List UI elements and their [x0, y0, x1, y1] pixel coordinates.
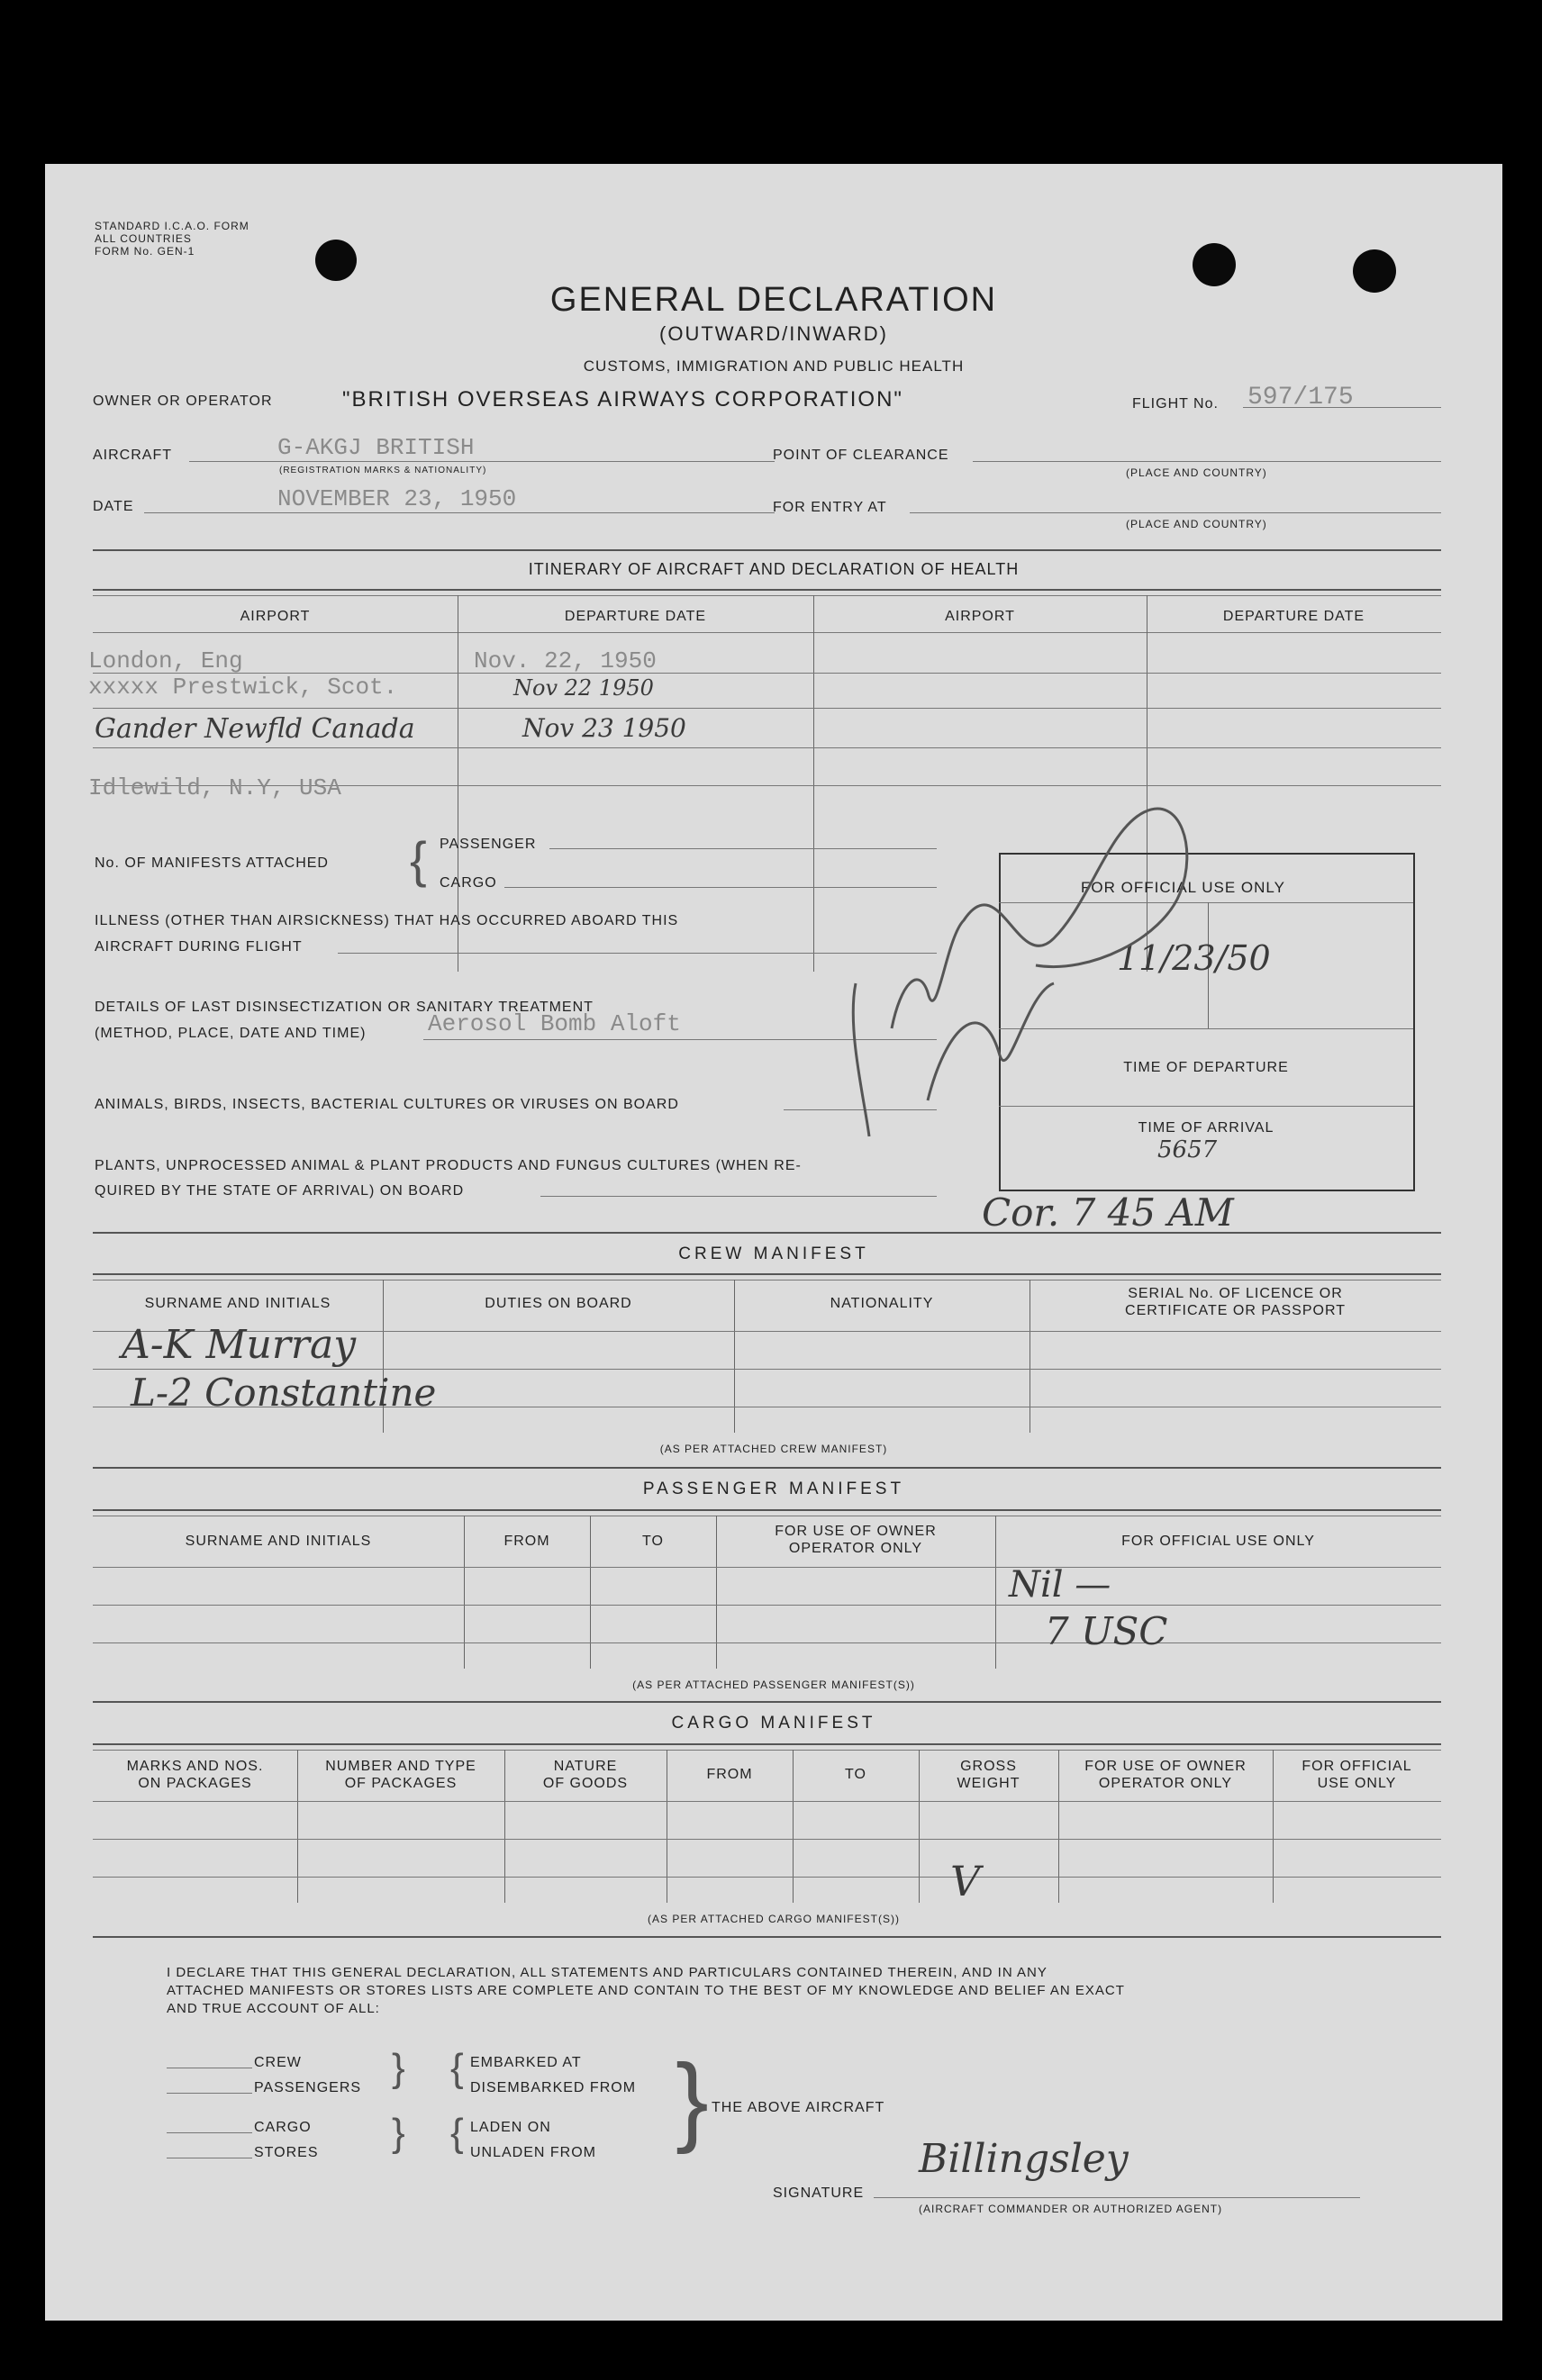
itinerary-row1-date: Nov. 22, 1950: [474, 647, 657, 674]
passenger-col-to: TO: [642, 1534, 664, 1549]
cargo-hand-mark: V: [950, 1857, 981, 1905]
flight-number-label: FLIGHT No.: [1132, 396, 1219, 412]
footer-embarked: EMBARKED AT: [470, 2055, 582, 2070]
cargo-col-weight-1: GROSS: [960, 1759, 1017, 1774]
official-note: Cor. 7 45 AM: [982, 1190, 1234, 1235]
point-of-clearance-label: POINT OF CLEARANCE: [773, 448, 949, 463]
passenger-caption: (AS PER ATTACHED PASSENGER MANIFEST(S)): [632, 1679, 915, 1691]
disinsection-label-1: DETAILS OF LAST DISINSECTIZATION OR SANITARY TREATMENT: [95, 1000, 594, 1015]
official-date-mark: 11/23/50: [1117, 938, 1271, 978]
cargo-col-marks-1: MARKS AND NOS.: [126, 1759, 264, 1774]
cargo-col-nature-2: OF GOODS: [542, 1776, 629, 1791]
passenger-hand-2: 7 USC: [1045, 1609, 1168, 1653]
itinerary-row1-airport: London, Eng: [88, 647, 243, 674]
flight-number-value: 597/175: [1247, 384, 1354, 412]
form-standard-line1: STANDARD I.C.A.O. FORM: [95, 220, 249, 232]
footer-cargo: CARGO: [254, 2120, 312, 2135]
cargo-col-marks-2: ON PACKAGES: [138, 1776, 252, 1791]
col-airport: AIRPORT: [240, 609, 311, 624]
brace: }: [392, 2046, 405, 2090]
crew-col-duties: DUTIES ON BOARD: [485, 1296, 632, 1311]
plants-label-1: PLANTS, UNPROCESSED ANIMAL & PLANT PRODUCTS AND FUNGUS CULTURES (WHEN RE-: [95, 1158, 802, 1173]
passenger-hand-1: Nil —: [1009, 1564, 1111, 1606]
signature-value: Billingsley: [919, 2136, 1129, 2182]
col-departure-date-2: DEPARTURE DATE: [1222, 609, 1365, 624]
punch-hole: [1193, 243, 1236, 286]
aircraft-value: G-AKGJ BRITISH: [277, 434, 475, 461]
passenger-col-from: FROM: [503, 1534, 550, 1549]
place-country-caption-2: (PLACE AND COUNTRY): [1126, 518, 1267, 530]
footer-unladen: UNLADEN FROM: [470, 2145, 597, 2160]
form-title: GENERAL DECLARATION: [549, 281, 998, 319]
disinsection-value: Aerosol Bomb Aloft: [428, 1010, 681, 1037]
crew-caption: (AS PER ATTACHED CREW MANIFEST): [659, 1443, 888, 1455]
illness-label-2: AIRCRAFT DURING FLIGHT: [95, 939, 303, 955]
footer-above-aircraft: THE ABOVE AIRCRAFT: [712, 2100, 885, 2115]
manifests-attached-label: No. OF MANIFESTS ATTACHED: [95, 855, 329, 871]
crew-col-serial-2: CERTIFICATE OR PASSPORT: [1125, 1303, 1346, 1318]
brace: {: [450, 2046, 464, 2090]
cargo-col-official-1: FOR OFFICIAL: [1302, 1759, 1412, 1774]
crew-hand-1: A-K Murray: [122, 1322, 357, 1368]
crew-col-serial-1: SERIAL No. OF LICENCE OR: [1128, 1286, 1343, 1301]
form-subtitle-2: CUSTOMS, IMMIGRATION AND PUBLIC HEALTH: [583, 357, 965, 375]
crew-col-nationality: NATIONALITY: [830, 1296, 934, 1311]
passenger-col-owner-1: FOR USE OF OWNER: [775, 1524, 937, 1539]
itinerary-row2-airport: xxxxx Prestwick, Scot.: [88, 674, 398, 701]
cargo-col-owner-1: FOR USE OF OWNER: [1084, 1759, 1247, 1774]
owner-label: OWNER OR OPERATOR: [93, 394, 273, 409]
aircraft-label: AIRCRAFT: [93, 448, 172, 463]
time-of-arrival-label: TIME OF ARRIVAL: [1138, 1120, 1274, 1136]
passenger-col-surname: SURNAME AND INITIALS: [185, 1534, 372, 1549]
entry-at-label: FOR ENTRY AT: [773, 500, 887, 515]
cargo-col-weight-2: WEIGHT: [957, 1776, 1020, 1791]
itinerary-row3-airport: Gander Newfld Canada: [95, 713, 415, 745]
cargo-col-number-2: OF PACKAGES: [344, 1776, 458, 1791]
place-country-caption: (PLACE AND COUNTRY): [1126, 466, 1267, 479]
registration-caption: (REGISTRATION MARKS & NATIONALITY): [279, 466, 487, 475]
itinerary-row2-date: Nov 22 1950: [513, 675, 654, 701]
footer-laden: LADEN ON: [470, 2120, 551, 2135]
cargo-col-number-1: NUMBER AND TYPE: [325, 1759, 476, 1774]
animals-label: ANIMALS, BIRDS, INSECTS, BACTERIAL CULTURES OR VIRUSES ON BOARD: [95, 1097, 679, 1112]
declaration-form: [45, 164, 1502, 2321]
declaration-line-2: ATTACHED MANIFESTS OR STORES LISTS ARE COMPLETE AND CONTAIN TO THE BEST OF MY KNOWLEDGE AND BELIEF AN EXACT: [167, 1983, 1125, 1998]
crew-col-surname: SURNAME AND INITIALS: [144, 1296, 331, 1311]
official-use-heading: FOR OFFICIAL USE ONLY: [1081, 879, 1285, 896]
official-scribble: [820, 758, 1288, 1154]
crew-hand-2: L-2 Constantine: [131, 1371, 437, 1415]
passenger-col-owner-2: OPERATOR ONLY: [788, 1541, 923, 1556]
cargo-col-official-2: USE ONLY: [1317, 1776, 1397, 1791]
form-standard-line2: ALL COUNTRIES: [95, 232, 192, 245]
brace: {: [450, 2111, 464, 2155]
brace: }: [392, 2111, 405, 2155]
cargo-col-owner-2: OPERATOR ONLY: [1098, 1776, 1233, 1791]
plants-label-2: QUIRED BY THE STATE OF ARRIVAL) ON BOARD: [95, 1183, 465, 1199]
signature-label: SIGNATURE: [773, 2185, 865, 2201]
col-departure-date: DEPARTURE DATE: [564, 609, 707, 624]
signature-caption: (AIRCRAFT COMMANDER OR AUTHORIZED AGENT): [919, 2203, 1223, 2215]
owner-value: "BRITISH OVERSEAS AIRWAYS CORPORATION": [342, 387, 903, 412]
brace: {: [410, 831, 427, 888]
col-airport-2: AIRPORT: [945, 609, 1015, 624]
itinerary-heading: ITINERARY OF AIRCRAFT AND DECLARATION OF HEALTH: [528, 560, 1020, 578]
time-of-departure-label: TIME OF DEPARTURE: [1123, 1060, 1289, 1075]
passenger-col-official: FOR OFFICIAL USE ONLY: [1121, 1534, 1315, 1549]
itinerary-row4-airport: Idlewild, N.Y, USA: [88, 774, 341, 801]
cargo-col-nature-1: NATURE: [553, 1759, 618, 1774]
form-subtitle: (OUTWARD/INWARD): [659, 322, 888, 345]
disinsection-label-2: (METHOD, PLACE, DATE AND TIME): [95, 1026, 367, 1041]
cargo-count-label: CARGO: [440, 875, 497, 891]
time-of-arrival-value: 5657: [1157, 1136, 1218, 1163]
cargo-col-to: TO: [845, 1767, 866, 1782]
declaration-line-3: AND TRUE ACCOUNT OF ALL:: [167, 2001, 380, 2016]
date-value: NOVEMBER 23, 1950: [277, 485, 517, 512]
footer-stores: STORES: [254, 2145, 319, 2160]
footer-disembarked: DISEMBARKED FROM: [470, 2080, 637, 2095]
form-standard-line3: FORM No. GEN-1: [95, 245, 195, 258]
crew-manifest-heading: CREW MANIFEST: [678, 1244, 869, 1263]
declaration-line-1: I DECLARE THAT THIS GENERAL DECLARATION, ALL STATEMENTS AND PARTICULARS CONTAINED THEREIN, AND IN ANY: [167, 1965, 1048, 1980]
itinerary-row3-date: Nov 23 1950: [522, 713, 686, 743]
illness-label-1: ILLNESS (OTHER THAN AIRSICKNESS) THAT HAS OCCURRED ABOARD THIS: [95, 913, 679, 928]
footer-passengers: PASSENGERS: [254, 2080, 362, 2095]
passenger-manifest-heading: PASSENGER MANIFEST: [642, 1480, 905, 1498]
cargo-caption: (AS PER ATTACHED CARGO MANIFEST(S)): [648, 1913, 900, 1925]
date-label: DATE: [93, 499, 134, 514]
passenger-count-label: PASSENGER: [440, 837, 537, 852]
cargo-col-from: FROM: [706, 1767, 753, 1782]
punch-hole: [315, 240, 357, 281]
large-brace: }: [676, 2044, 709, 2155]
footer-crew: CREW: [254, 2055, 302, 2070]
cargo-manifest-heading: CARGO MANIFEST: [671, 1714, 876, 1733]
